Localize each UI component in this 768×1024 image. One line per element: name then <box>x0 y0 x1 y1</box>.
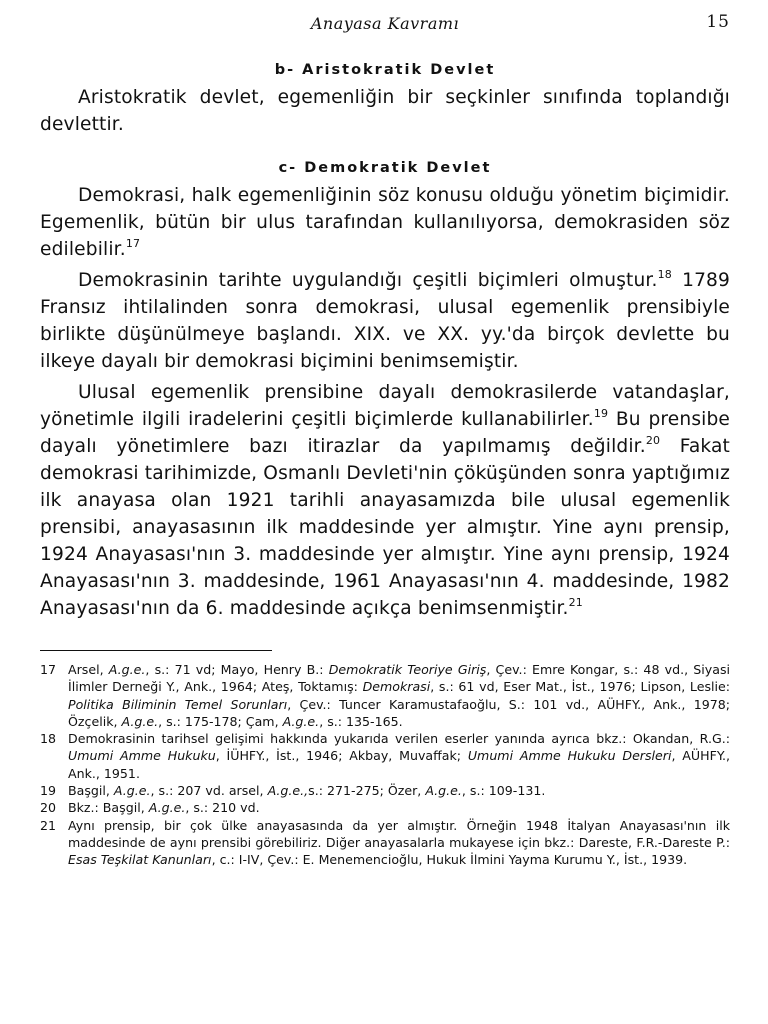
footnote-italic-text: Umumi Amme Hukuku <box>68 748 216 764</box>
footnote-italic-text: A.g.e. <box>108 662 146 677</box>
footnote-plain-text: , s.: 175-178; Çam, <box>158 713 283 729</box>
footnote-number: 21 <box>40 817 57 833</box>
footnote-ref-19[interactable]: 19 <box>593 407 609 420</box>
footnote-plain-text: , c.: I-IV, Çev.: E. Menemencioğlu, Hukuk İlmini Yayma Kurumu Y., İst., 1939. <box>211 852 688 868</box>
footnote-17 <box>40 661 730 730</box>
section-heading-aristocratic: b- Aristokratik Devlet <box>274 62 496 78</box>
footnote-21 <box>40 817 730 869</box>
paragraph-aristocratic: Aristokratik devlet, egemenliğin bir seçkinler sınıfında toplandığı devlettir. <box>40 87 730 135</box>
footnote-ref-18[interactable]: 18 <box>657 268 672 281</box>
book-page <box>40 10 730 869</box>
footnote-plain-text: , s.: 109-131. <box>461 783 546 799</box>
running-title: Anayasa Kavramı <box>310 14 460 33</box>
paragraph-text: 1789 Fransız ihtilalinden sonra demokrasi, ulusal egemenlik prensibiyle birlikte düşünülmeye başlandı. XIX. ve XX. yy.'da birçok devlette bu ilkeye dayalı bir demokrasi biçimini benimsemiştir. <box>40 270 731 372</box>
footnote-ref-21[interactable]: 21 <box>568 596 583 609</box>
paragraph-democracy-definition <box>40 182 730 263</box>
footnote-italic-text: Politika Biliminin Temel Sorunları <box>68 696 288 712</box>
footnote-text <box>68 817 730 869</box>
footnote-20 <box>40 799 730 816</box>
paragraph-text: Demokrasinin tarihte uygulandığı çeşitli biçimleri olmuştur. <box>78 270 658 291</box>
footnote-plain-text: Aynı prensip, bir çok ülke anayasasında da yer almıştır. Örneğin 1948 İtalyan Anayasası'nın ilk maddesinde de aynı prensibi görebiliriz. Diğer anayasalarla mukayese için bkz.: Dareste, F.R.-Dareste P.: <box>68 817 730 850</box>
footnote-plain-text: , s.: 135-165. <box>319 713 403 729</box>
paragraph-text: Bu prensibe dayalı yönetimlere bazı itirazlar da yapılmamış değildir. <box>40 409 731 457</box>
footnote-number: 20 <box>40 800 57 816</box>
footnote-italic-text: A.g.e., <box>267 783 309 799</box>
footnote-text <box>68 782 730 799</box>
footnote-list <box>40 661 730 869</box>
footnote-plain-text: s.: 271-275; Özer, <box>308 783 426 799</box>
footnote-text <box>68 730 730 782</box>
footnote-plain-text: Bkz.: Başgil, <box>68 800 149 816</box>
paragraph-text: Fakat demokrasi tarihimizde, Osmanlı Devleti'nin çöküşünden sonra yaptığımız ilk anayasa olan 1921 tarihli anayasamızda bile ulusal egemenlik prensibi, anayasasının ilk maddesinde yer almıştır. Yine aynı prensip, 1924 Anayasası'nın 3. maddesinde yer almıştır. Yine aynı prensip, 1924 Anayasası'nın 3. maddesinde, 1961 Anayasası'nın 4. maddesinde, 1982 Anayasası'nın da 6. maddesinde açıkça benimsenmiştir. <box>40 436 731 619</box>
footnote-plain-text: Başgil, <box>68 783 114 799</box>
footnote-19 <box>40 782 730 799</box>
paragraph-text: Demokrasi, halk egemenliğinin söz konusu olduğu yönetim biçimidir. Egemenlik, bütün bir ulus tarafından kullanılıyorsa, demokrasiden söz edilebilir. <box>40 185 730 260</box>
footnote-18 <box>40 730 730 782</box>
footnote-number: 17 <box>40 662 57 677</box>
footnote-italic-text: A.g.e. <box>121 713 159 729</box>
footnote-plain-text: , Çev.: Emre Kongar, s.: 48 vd., Siyasi İlimler Derneği Y., Ank., 1964; Ateş, Toktamış: <box>68 662 731 695</box>
footnote-plain-text: , s.: 61 vd, Eser Mat., İst., 1976; Lipson, Leslie: <box>430 679 730 695</box>
footnote-italic-text: Umumi Amme Hukuku Dersleri <box>467 748 672 764</box>
footnote-italic-text: A.g.e. <box>113 783 151 799</box>
footnote-plain-text: , s.: 210 vd. <box>185 800 260 816</box>
footnote-plain-text: , s.: 207 vd. arsel, <box>150 783 268 799</box>
page-header <box>40 10 730 42</box>
footnote-plain-text: Demokrasinin tarihsel gelişimi hakkında yukarıda verilen eserler yanında ayrıca bkz.: Okandan, R.G.: <box>68 731 730 747</box>
footnote-text <box>68 799 730 816</box>
footnote-italic-text: Demokrasi <box>362 679 431 695</box>
footnote-ref-17[interactable]: 17 <box>125 237 141 250</box>
footnote-plain-text: , AÜHFY., Ank., 1951. <box>68 748 730 781</box>
footnote-plain-text: , Çev.: Tuncer Karamustafaoğlu, S.: 101 vd., AÜHFY., Ank., 1978; Özçelik, <box>68 696 730 729</box>
footnote-text <box>68 661 730 730</box>
footnote-italic-text: Esas Teşkilat Kanunları <box>68 852 212 868</box>
footnote-plain-text: Arsel, <box>68 662 109 677</box>
paragraph-text: Ulusal egemenlik prensibine dayalı demokrasilerde vatandaşlar, yönetimle ilgili iradelerini çeşitli biçimlerde kullanabilirler. <box>40 382 730 430</box>
page-number: 15 <box>706 12 730 32</box>
section-heading-democratic: c- Demokratik Devlet <box>278 160 492 176</box>
paragraph-national-sovereignty <box>40 379 730 622</box>
footnote-italic-text: A.g.e. <box>282 713 320 729</box>
footnote-ref-20[interactable]: 20 <box>645 434 661 447</box>
footnote-plain-text: , s.: 71 vd; Mayo, Henry B.: <box>145 662 329 677</box>
footnote-number: 18 <box>40 731 57 747</box>
footnote-italic-text: Demokratik Teoriye Giriş <box>328 662 487 677</box>
footnote-divider <box>40 650 272 651</box>
footnote-italic-text: A.g.e. <box>148 800 186 816</box>
footnote-number: 19 <box>40 783 57 799</box>
footnote-plain-text: , İÜHFY., İst., 1946; Akbay, Muvaffak; <box>215 748 468 764</box>
paragraph-democracy-history <box>40 267 730 375</box>
footnote-italic-text: A.g.e. <box>425 783 462 799</box>
